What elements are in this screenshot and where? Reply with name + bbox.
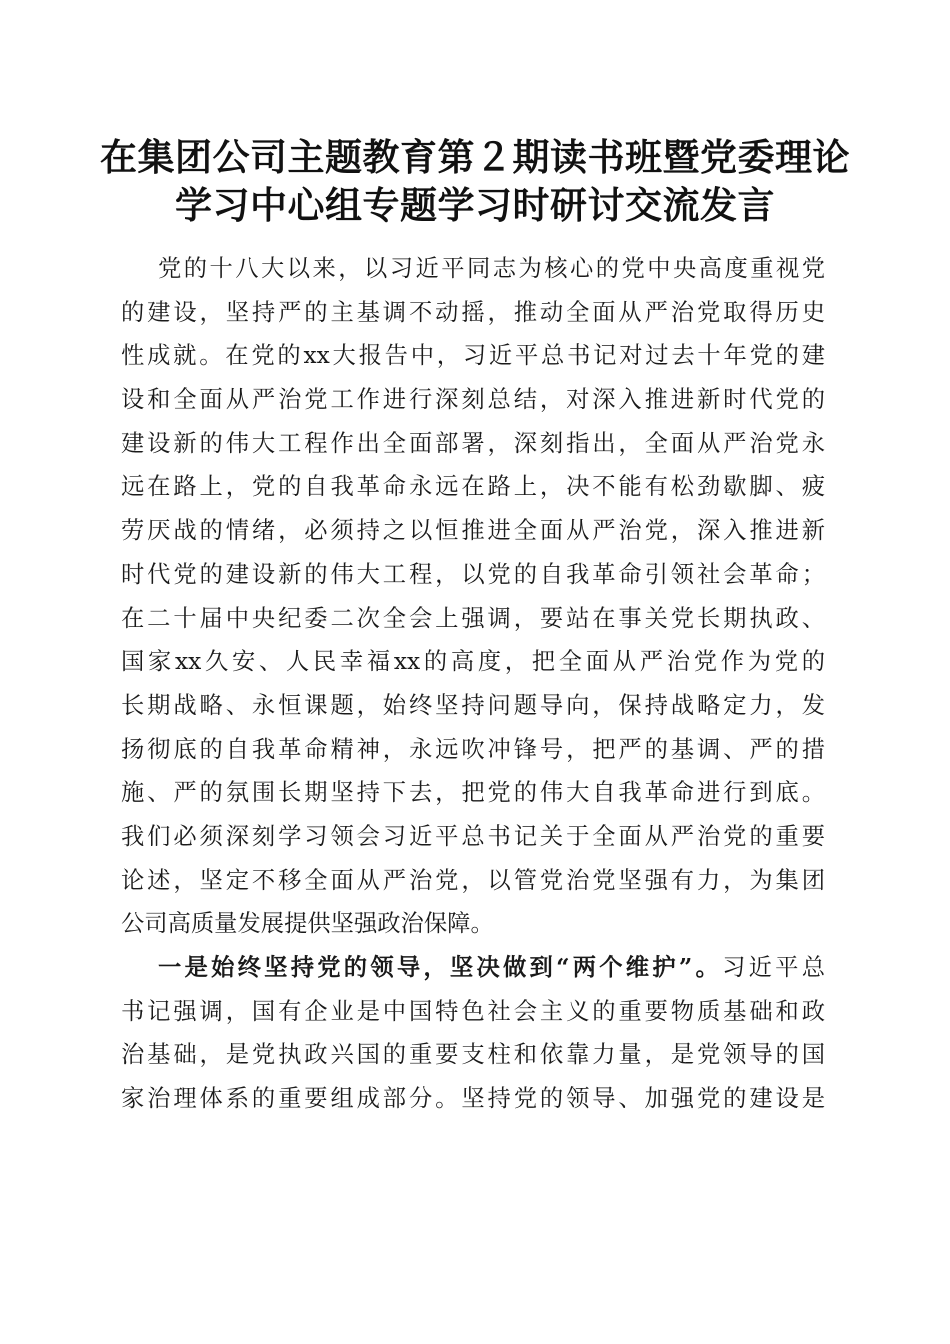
paragraph-line: 时代党的建设新的伟大工程，以党的自我革命引领社会革命； bbox=[121, 560, 825, 588]
paragraph-line: 建设新的伟大工程作出全面部署，深刻指出，全面从严治党永 bbox=[121, 429, 825, 457]
paragraph-line: 在二十届中央纪委二次全会上强调，要站在事关党长期执政、 bbox=[121, 604, 825, 632]
paragraph-line bbox=[121, 946, 825, 990]
title-line-1: 在集团公司主题教育第２期读书班暨党委理论 bbox=[100, 135, 850, 179]
paragraph-2 bbox=[121, 946, 825, 1121]
paragraph-line: 远在路上，党的自我革命永远在路上，决不能有松劲歇脚、疲 bbox=[121, 473, 825, 501]
paragraph-1 bbox=[121, 247, 825, 946]
title-line-2: 学习中心组专题学习时研讨交流发言 bbox=[175, 183, 775, 227]
document-body bbox=[121, 247, 825, 1121]
paragraph-line: 设和全面从严治党工作进行深刻总结，对深入推进新时代党的 bbox=[121, 386, 825, 414]
paragraph-line: 治基础，是党执政兴国的重要支柱和依靠力量，是党领导的国 bbox=[121, 1041, 825, 1069]
paragraph-line: 国家xx久安、人民幸福xx的高度，把全面从严治党作为党的 bbox=[121, 648, 825, 676]
paragraph-lead-heading: 一是始终坚持党的领导，坚决做到“两个维护”。 bbox=[158, 954, 723, 981]
paragraph-line: 论述，坚定不移全面从严治党，以管党治党坚强有力，为集团 bbox=[121, 866, 825, 894]
paragraph-line: 我们必须深刻学习领会习近平总书记关于全面从严治党的重要 bbox=[121, 822, 825, 850]
paragraph-line: 书记强调，国有企业是中国特色社会主义的重要物质基础和政 bbox=[121, 997, 825, 1025]
paragraph-line: 施、严的氛围长期坚持下去，把党的伟大自我革命进行到底。 bbox=[121, 779, 825, 807]
document-title bbox=[100, 133, 850, 229]
paragraph-line: 党的十八大以来，以习近平同志为核心的党中央高度重视党 bbox=[158, 255, 825, 282]
paragraph-line: 扬彻底的自我革命精神，永远吹冲锋号，把严的基调、严的措 bbox=[121, 735, 825, 763]
paragraph-line: 性成就。在党的xx大报告中，习近平总书记对过去十年党的建 bbox=[121, 342, 825, 370]
paragraph-line: 家治理体系的重要组成部分。坚持党的领导、加强党的建设是 bbox=[121, 1085, 825, 1113]
paragraph-line: 劳厌战的情绪，必须持之以恒推进全面从严治党，深入推进新 bbox=[121, 517, 825, 545]
paragraph-line: 的建设，坚持严的主基调不动摇，推动全面从严治党取得历史 bbox=[121, 298, 825, 326]
paragraph-line-rest: 习近平总 bbox=[722, 954, 825, 981]
paragraph-line: 长期战略、永恒课题，始终坚持问题导向，保持战略定力，发 bbox=[121, 691, 825, 719]
paragraph-line: 公司高质量发展提供坚强政治保障。 bbox=[121, 910, 494, 938]
